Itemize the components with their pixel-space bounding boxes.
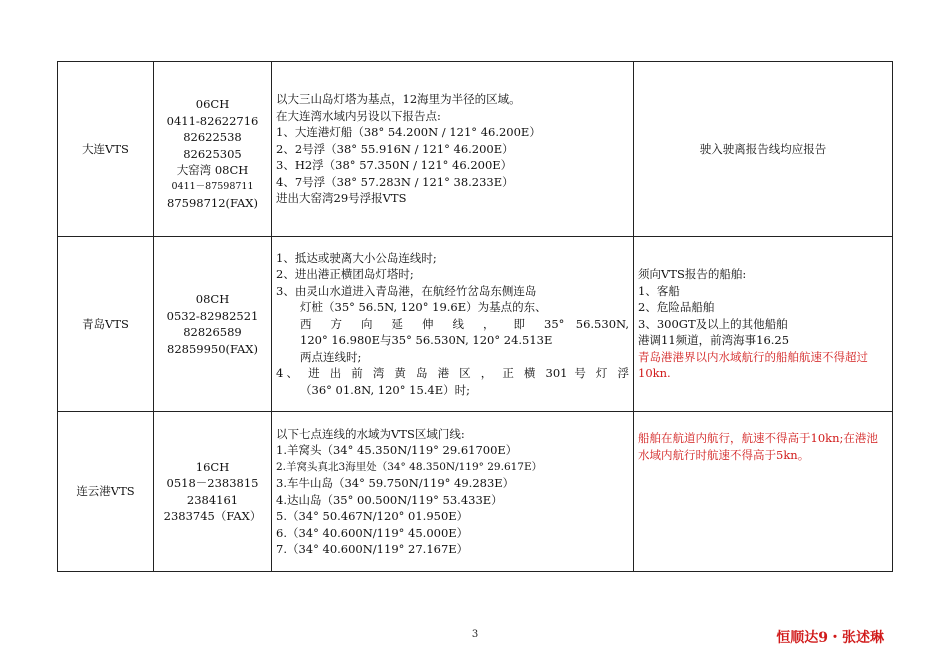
- description-line: 6.（34° 40.600N/119° 45.000E）: [276, 525, 469, 540]
- contact-cell: [154, 412, 272, 572]
- contact-line: 0532-82982521: [166, 308, 259, 323]
- contact-line: 2384161: [186, 492, 239, 507]
- description-line: 4、 进 出 前 湾 黄 岛 港 区 ， 正 横 301 号 灯 浮: [276, 366, 629, 381]
- note-cell: [634, 237, 893, 412]
- note-line: 2、危险品船舶: [638, 300, 715, 315]
- page-number: 3: [471, 629, 479, 640]
- note-cell: [634, 62, 893, 237]
- description-line: 进出大窑湾29号浮报VTS: [276, 191, 407, 206]
- contact-cell: [154, 62, 272, 237]
- contact-line: 0411－87598711: [171, 180, 254, 192]
- note-line: 1、客船: [638, 283, 680, 298]
- signature-watermark: 恒顺达9・张述琳: [776, 630, 884, 646]
- description-line: 在大连湾水域内另设以下报告点:: [276, 108, 441, 123]
- note-cell: [634, 412, 893, 572]
- area-description-cell: [272, 62, 634, 237]
- area-description-cell: [272, 412, 634, 572]
- note-line: 驶入驶离报告线均应报告: [699, 141, 827, 156]
- vts-name-cell: 连云港VTS: [58, 412, 154, 572]
- contact-line: 大窑湾 08CH: [176, 163, 249, 178]
- description-line: 1、大连港灯船（38° 54.200N / 121° 46.200E）: [276, 125, 541, 140]
- contact-line: 06CH: [195, 97, 230, 112]
- vts-table: [57, 61, 893, 572]
- area-description-cell: [272, 237, 634, 412]
- contact-line: 2383745（FAX）: [163, 509, 262, 523]
- description-line: 3、H2浮（38° 57.350N / 121° 46.200E）: [276, 158, 513, 173]
- contact-line: 0411-82622716: [166, 113, 259, 128]
- table-row-dalian: [58, 62, 893, 237]
- contact-line: 87598712(FAX): [167, 196, 258, 211]
- contact-line: 82622538: [183, 130, 242, 145]
- description-line: 2、进出港正横团岛灯塔时;: [276, 267, 414, 282]
- contact-line: 0518－2383815: [166, 476, 259, 490]
- table-row-qingdao: [58, 237, 893, 412]
- description-line: 西 方 向 延 伸 线 ， 即 35° 56.530N,: [300, 316, 629, 331]
- speed-limit-note: 船舶在航道内航行，航速不得高于10kn;在港池水域内航行时航速不得高于5kn。: [638, 431, 878, 462]
- note-line: 须向VTS报告的船舶:: [638, 267, 747, 282]
- note-line: 港调11频道，前湾海事16.25: [638, 333, 790, 348]
- description-line: 2.羊窝头真北3海里处（34° 48.350N/119° 29.617E）: [276, 460, 543, 473]
- vts-name-cell: 青岛VTS: [58, 237, 154, 412]
- table-row-lianyungang: [58, 412, 893, 572]
- description-line: （36° 01.8N, 120° 15.4E）时;: [300, 382, 471, 397]
- description-line: 2、2号浮（38° 55.916N / 121° 46.200E）: [276, 141, 514, 156]
- description-line: 7.（34° 40.600N/119° 27.167E）: [276, 542, 469, 556]
- description-line: 两点连线时;: [300, 349, 362, 364]
- description-line: 4、7号浮（38° 57.283N / 121° 38.233E）: [276, 174, 514, 189]
- description-line: 3.车牛山岛（34° 59.750N/119° 49.283E）: [276, 476, 515, 490]
- contact-line: 08CH: [195, 292, 230, 306]
- description-line: 以大三山岛灯塔为基点，12海里为半径的区域。: [276, 92, 521, 107]
- contact-line: 16CH: [195, 459, 230, 474]
- vts-name-cell: 大连VTS: [58, 62, 154, 237]
- description-line: 以下七点连线的水域为VTS区域门线:: [276, 426, 465, 441]
- description-line: 4.达山岛（35° 00.500N/119° 53.433E）: [276, 492, 503, 507]
- description-line: 1.羊窝头（34° 45.350N/119° 29.61700E）: [276, 443, 518, 457]
- contact-cell: [154, 237, 272, 412]
- contact-line: 82826589: [183, 325, 242, 339]
- note-line: 3、300GT及以上的其他船舶: [638, 316, 788, 331]
- contact-line: 82625305: [183, 146, 242, 161]
- speed-limit-note: 青岛港港界以内水域航行的船舶航速不得超过10kn.: [638, 349, 868, 381]
- description-line: 1、抵达或驶离大小公岛连线时;: [276, 250, 437, 265]
- description-line: 120° 16.980E与35° 56.530N, 120° 24.513E: [300, 333, 553, 348]
- contact-line: 82859950(FAX): [167, 341, 258, 356]
- description-line: 3、由灵山水道进入青岛港，在航经竹岔岛东侧连岛: [276, 283, 537, 298]
- description-line: 5.（34° 50.467N/120° 01.950E）: [276, 509, 469, 523]
- description-line: 灯桩（35° 56.5N, 120° 19.6E）为基点的东、: [300, 300, 547, 315]
